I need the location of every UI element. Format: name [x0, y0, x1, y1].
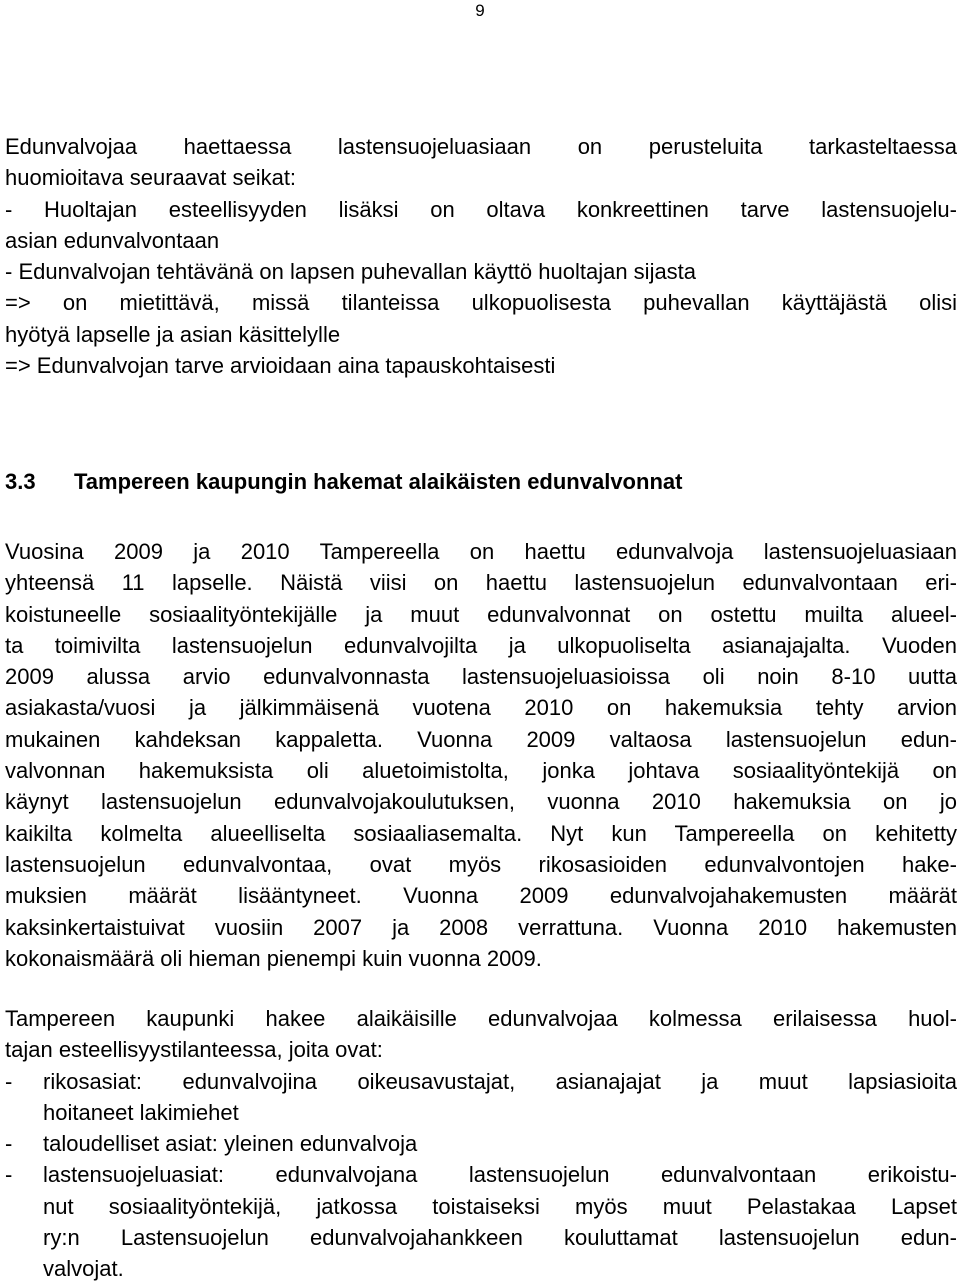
paragraph-line: lastensuojelun edunvalvontaa, ovat myös rikosasioiden edunvalvontojen hake-	[5, 851, 957, 877]
intro-line: hyötyä lapselle ja asian käsittelylle	[5, 321, 341, 347]
list-item-line: taloudelliset asiat: yleinen edunvalvoja	[43, 1131, 418, 1157]
list-item-line: ry:n Lastensuojelun edunvalvojahankkeen kouluttamat lastensuojelun edun-	[43, 1225, 957, 1251]
list-bullet: -	[5, 1162, 13, 1188]
intro-line: - Huoltajan esteellisyyden lisäksi on oltava konkreettinen tarve lastensuojelu-	[5, 196, 957, 222]
list-item-line: rikosasiat: edunvalvojina oikeusavustajat, asianajajat ja muut lapsiasioita	[43, 1068, 957, 1094]
list-item-line: hoitaneet lakimiehet	[43, 1099, 239, 1125]
paragraph-line: valvonnan hakemuksista oli aluetoimistolta, jonka johtava sosiaalityöntekijä on	[5, 758, 957, 784]
list-item-line: valvojat.	[43, 1256, 124, 1282]
paragraph-line: mukainen kahdeksan kappaletta. Vuonna 2009 valtaosa lastensuojelun edun-	[5, 726, 957, 752]
intro-line: Edunvalvojaa haettaessa lastensuojeluasiaan on perusteluita tarkasteltaessa	[5, 134, 957, 159]
paragraph-line: käynyt lastensuojelun edunvalvojakoulutuksen, vuonna 2010 hakemuksia on jo	[5, 789, 957, 815]
paragraph-line: Tampereen kaupunki hakee alaikäisille edunvalvojaa kolmessa erilaisessa huol-	[5, 1006, 957, 1031]
section-title: Tampereen kaupungin hakemat alaikäisten edunvalvonnat	[74, 469, 683, 494]
paragraph-line: 2009 alussa arvio edunvalvonnasta lastensuojeluasioissa oli noin 8-10 uutta	[5, 664, 957, 690]
intro-paragraph	[5, 131, 957, 381]
document-body	[5, 131, 957, 1282]
section-number: 3.3	[5, 469, 36, 494]
paragraph-line: kaikilta kolmelta alueelliselta sosiaaliasemalta. Nyt kun Tampereella on kehitetty	[5, 820, 957, 846]
intro-line: huomioitava seuraavat seikat:	[5, 165, 297, 191]
page-number: 9	[475, 1, 485, 20]
body-paragraph	[5, 536, 957, 974]
paragraph-line: ta toimivilta lastensuojelun edunvalvojilta ja ulkopuoliselta asianajajalta. Vuoden	[5, 632, 957, 658]
list-item	[5, 1066, 957, 1129]
list-item-line: nut sosiaalityöntekijä, jatkossa toistaiseksi myös muut Pelastakaa Lapset	[43, 1193, 957, 1219]
intro-line: => Edunvalvojan tarve arvioidaan aina tapauskohtaisesti	[5, 353, 556, 379]
list-bullet: -	[5, 1068, 13, 1094]
body-paragraph	[5, 1003, 957, 1285]
list-item	[5, 1128, 957, 1159]
paragraph-line: yhteensä 11 lapselle. Näistä viisi on haettu lastensuojelun edunvalvontaan eri-	[5, 570, 957, 596]
paragraph-line: koistuneelle sosiaalityöntekijälle ja muut edunvalvonnat on ostettu muilta alueel-	[5, 601, 957, 627]
paragraph-line: tajan esteellisyystilanteessa, joita ovat:	[5, 1037, 383, 1063]
list-item-line: lastensuojeluasiat: edunvalvojana lastensuojelun edunvalvontaan erikoistu-	[43, 1162, 957, 1188]
section-heading	[5, 466, 682, 497]
intro-line: asian edunvalvontaan	[5, 227, 220, 253]
paragraph-line: asiakasta/vuosi ja jälkimmäisenä vuotena 2010 on hakemuksia tehty arvion	[5, 695, 957, 721]
paragraph-line: Vuosina 2009 ja 2010 Tampereella on haettu edunvalvoja lastensuojeluasiaan	[5, 539, 957, 564]
list-bullet: -	[5, 1131, 13, 1157]
intro-line: - Edunvalvojan tehtävänä on lapsen puhevallan käyttö huoltajan sijasta	[5, 259, 697, 285]
paragraph-line: kaksinkertaistuivat vuosiin 2007 ja 2008 verrattuna. Vuonna 2010 hakemusten	[5, 914, 957, 940]
paragraph-line: muksien määrät lisääntyneet. Vuonna 2009 edunvalvojahakemusten määrät	[5, 883, 957, 909]
intro-line: => on mietittävä, missä tilanteissa ulkopuolisesta puhevallan käyttäjästä olisi	[5, 290, 957, 316]
paragraph-line: kokonaismäärä oli hieman pienempi kuin vuonna 2009.	[5, 945, 542, 971]
list-item	[5, 1159, 957, 1284]
